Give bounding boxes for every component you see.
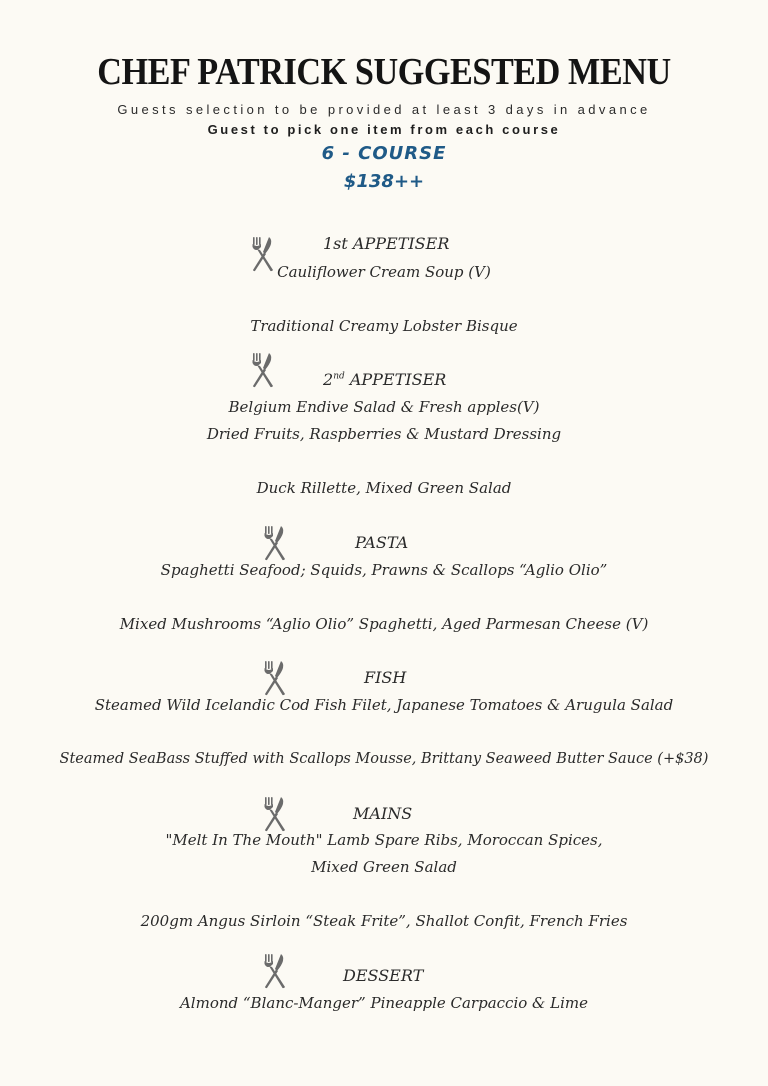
- course-heading-pasta: PASTA: [355, 533, 409, 552]
- menu-item: Steamed SeaBass Stuffed with Scallops Mousse, Brittany Seaweed Butter Sauce (+$38): [59, 751, 709, 767]
- menu-item: Spaghetti Seafood; Squids, Prawns & Scallops “Aglio Olio”: [160, 561, 608, 579]
- menu-item: Cauliflower Cream Soup (V): [277, 263, 491, 281]
- cutlery-icon: [262, 953, 288, 989]
- menu-item: Mixed Mushrooms “Aglio Olio” Spaghetti, Aged Parmesan Cheese (V): [119, 615, 649, 633]
- menu-item: Dried Fruits, Raspberries & Mustard Dressing: [206, 425, 562, 443]
- selection-instruction: Guest to pick one item from each course: [207, 122, 561, 137]
- cutlery-icon: [250, 352, 276, 388]
- menu-item: Almond “Blanc-Manger” Pineapple Carpaccio & Lime: [179, 994, 589, 1012]
- cutlery-icon: [262, 796, 288, 832]
- menu-item: Belgium Endive Salad & Fresh apples(V): [228, 398, 540, 416]
- menu-item: 200gm Angus Sirloin “Steak Frite”, Shallot Confit, French Fries: [140, 912, 628, 930]
- menu-item: Mixed Green Salad: [311, 858, 457, 876]
- course-heading-appetiser-1: 1st APPETISER: [323, 234, 450, 253]
- menu-item: "Melt In The Mouth" Lamb Spare Ribs, Moroccan Spices,: [165, 831, 603, 849]
- menu-item: Steamed Wild Icelandic Cod Fish Filet, Japanese Tomatoes & Arugula Salad: [94, 696, 674, 714]
- menu-item: Traditional Creamy Lobster Bisque: [250, 317, 518, 335]
- course-heading-appetiser-2: 2nd APPETISER: [323, 370, 447, 389]
- course-heading-mains: MAINS: [353, 804, 413, 823]
- cutlery-icon: [262, 525, 288, 561]
- menu-item: Duck Rillette, Mixed Green Salad: [256, 479, 512, 497]
- course-count: 6 - COURSE: [321, 143, 447, 164]
- advance-notice: Guests selection to be provided at least 3 days in advance: [117, 102, 651, 117]
- course-heading-dessert: DESSERT: [343, 966, 424, 985]
- menu-title: CHEF PATRICK SUGGESTED MENU: [97, 51, 671, 93]
- menu-price: $138++: [343, 171, 425, 192]
- cutlery-icon: [262, 660, 288, 696]
- course-heading-fish: FISH: [364, 668, 407, 687]
